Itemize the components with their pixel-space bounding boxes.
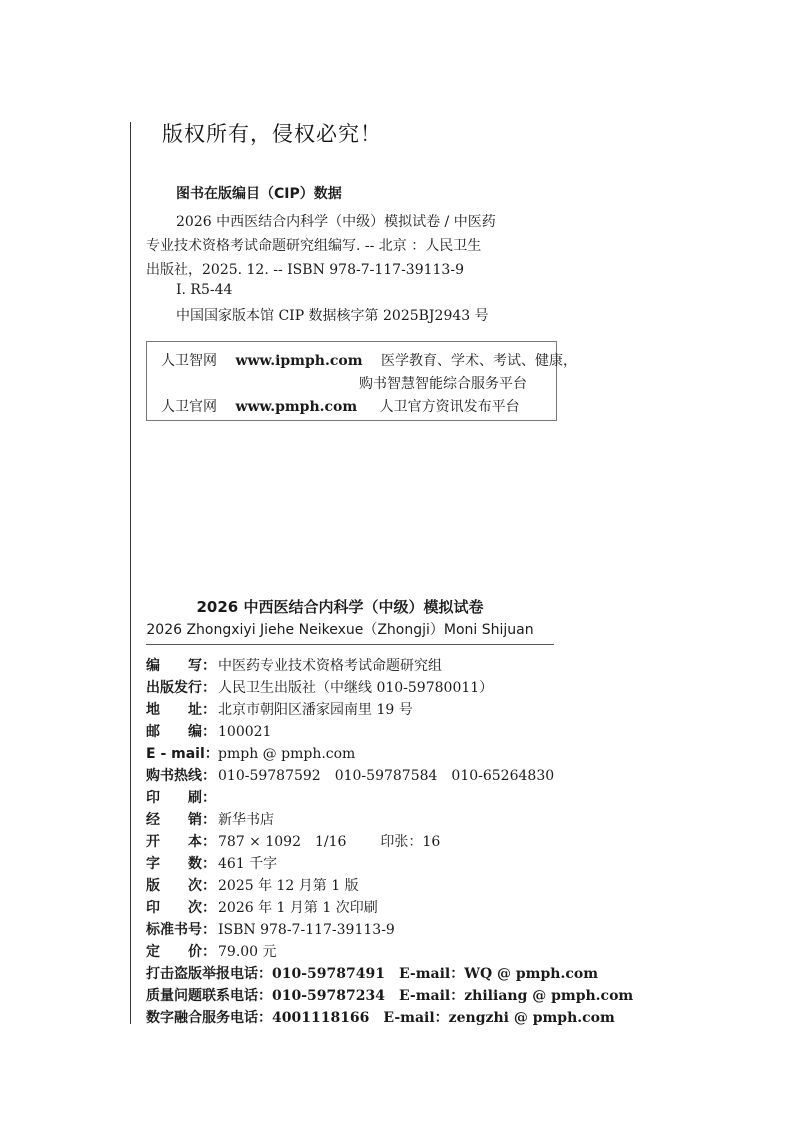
- info-isbn: 标准书号： ISBN 978-7-117-39113-9: [146, 922, 395, 938]
- book-title-pinyin: 2026 Zhongxiyi Jiehe Neikexue（Zhongji）Moni Shijuan: [146, 622, 534, 638]
- website-desc: 人卫官方资讯发布平台: [379, 399, 520, 415]
- email-link[interactable]: E-mail：zengzhi @ pmph.com: [383, 1010, 615, 1026]
- divider: [146, 644, 554, 645]
- websites-box: [146, 341, 577, 421]
- info-publisher: 出版发行： 人民卫生出版社（中继线 010-59780011）: [146, 680, 494, 696]
- website-link-ipmph[interactable]: www.ipmph.com: [235, 353, 363, 369]
- margin-rule: [130, 122, 131, 1024]
- hotline-digital: 数字融合服务电话：4001118166 E-mail：zengzhi @ pmph.com: [146, 1007, 615, 1029]
- info-price: 定 价： 79.00 元: [146, 944, 277, 960]
- cip-line-2: 专业技术资格考试命题研究组编写. -- 北京 ：人民卫生: [146, 238, 482, 254]
- email-link[interactable]: E-mail：WQ @ pmph.com: [398, 966, 599, 982]
- info-author: 编 写： 中医药专业技术资格考试命题研究组: [146, 658, 442, 674]
- info-postcode: 邮 编： 100021: [146, 724, 272, 740]
- info-edition: 版 次： 2025 年 12 月第 1 版: [146, 878, 359, 894]
- email-link[interactable]: pmph @ pmph.com: [218, 746, 356, 762]
- website-name: 人卫智网: [161, 353, 217, 369]
- info-words: 字 数： 461 千字: [146, 856, 278, 872]
- cip-line-5: 中国国家版本馆 CIP 数据核字第 2025BJ2943 号: [176, 308, 489, 324]
- email-link[interactable]: E-mail：zhiliang @ pmph.com: [398, 988, 634, 1004]
- info-printer: 印 刷：: [146, 790, 216, 806]
- website-desc-2: 购书智慧智能综合服务平台: [359, 376, 527, 392]
- hotline-piracy: 打击盗版举报电话：010-59787491 E-mail：WQ @ pmph.com: [146, 963, 598, 985]
- website-row-ipmph: [161, 350, 577, 370]
- cip-heading: 图书在版编目（CIP）数据: [176, 186, 342, 202]
- info-address: 地 址： 北京市朝阳区潘家园南里 19 号: [146, 702, 413, 718]
- info-format: 开 本： 787 × 1092 1/16 印张：16: [146, 834, 441, 850]
- cip-line-1: 2026 中西医结合内科学（中级）模拟试卷 / 中医药: [176, 214, 496, 230]
- website-link-pmph[interactable]: www.pmph.com: [235, 399, 358, 415]
- cip-line-3: 出版社，2025. 12. -- ISBN 978-7-117-39113-9: [146, 262, 464, 278]
- book-title: 2026 中西医结合内科学（中级）模拟试卷: [196, 598, 484, 616]
- info-email: E - mail：pmph @ pmph.com: [146, 743, 355, 765]
- website-desc: 医学教育、学术、考试、健康，: [380, 353, 577, 369]
- website-name: 人卫官网: [161, 399, 217, 415]
- copyright-notice: 版权所有，侵权必究！: [162, 122, 382, 146]
- info-distributor: 经 销： 新华书店: [146, 812, 274, 828]
- info-hotline: 购书热线： 010-59787592 010-59787584 010-65264830: [146, 768, 555, 784]
- cip-line-4: Ⅰ. R5-44: [176, 282, 233, 298]
- info-impression: 印 次： 2026 年 1 月第 1 次印刷: [146, 900, 378, 916]
- hotline-quality: 质量问题联系电话：010-59787234 E-mail：zhiliang @ pmph.com: [146, 985, 633, 1007]
- website-row-pmph: [161, 396, 520, 416]
